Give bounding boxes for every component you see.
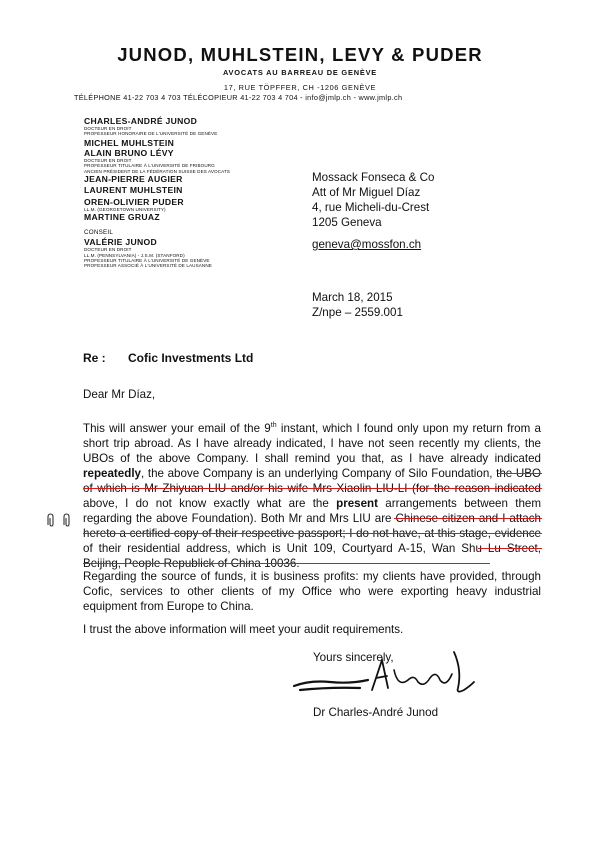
body-text: arrangements between them regarding the above Foundation). Both Mr and Mrs LIU are Chinese citizen and I attach hereto a certified copy of their respective passport; I do not have, at this stage, evidence of their residential address, which is Unit 109, Courtyard A-15, Wan Shu Lu Street, Beijing, People Republick of China 10036. <box>83 496 541 570</box>
red-underline <box>478 548 542 549</box>
subject-line: Cofic Investments Ltd <box>128 351 254 365</box>
red-underline <box>498 473 542 474</box>
body-paragraph-3: I trust the above information will meet your audit requirements. <box>83 623 404 636</box>
firm-contact: TÉLÉPHONE 41-22 703 4 703 TÉLÉCOPIEUR 41-22 703 4 704 - info@jmlp.ch - www.jmlp.ch <box>74 93 403 102</box>
partner-name: MARTINE GRUAZ <box>84 212 160 223</box>
firm-name: JUNOD, MUHLSTEIN, LEVY & PUDER <box>117 44 483 65</box>
red-underline <box>83 488 542 489</box>
firm-subtitle: AVOCATS AU BARREAU DE GENÈVE <box>222 68 378 77</box>
counsel-entry <box>84 237 274 268</box>
red-underline <box>83 563 490 564</box>
partner-name: JEAN-PIERRE AUGIER <box>84 173 183 184</box>
partner-entry <box>84 197 274 212</box>
counsel-label: CONSEIL <box>84 229 114 237</box>
signer-name: Dr Charles-André Junod <box>313 706 439 719</box>
closing: Yours sincerely, <box>313 651 394 664</box>
paperclip-icon <box>42 512 82 528</box>
counsel-name: VALÉRIE JUNOD <box>84 237 157 248</box>
recipient-email-link[interactable]: geneva@mossfon.ch <box>312 238 422 251</box>
body-paragraph-2: Regarding the source of funds, it is business profits: my clients have provided, through Cofic, services to other clients of my Office who were exporting heavy industrial equipment from Europe to China. <box>83 570 541 613</box>
red-underline <box>83 533 542 534</box>
recipient-address <box>312 170 434 230</box>
body-text: instant, which I found only upon my return from a short trip abroad. As I have already indicated, I have not seen recently my clients, the UBOs of the above Company. I shall remind you that, as I have already indicated <box>83 421 541 465</box>
body-text: , the above Company is an underlying Company of Silo Foundation, the UBO of which is Mr Zhiyuan LIU and/or his wife Mrs Xiaolin LIU-LI (for the reason indicated above, I do not know exactly what are the <box>83 466 541 510</box>
partner-entry <box>84 148 274 174</box>
partner-title: PROFESSEUR HONORAIRE DE L'UNIVERSITÉ DE GENÈVE <box>84 131 218 137</box>
recipient-line: 4, rue Micheli-du-Crest <box>312 201 430 214</box>
handwritten-signature <box>290 640 480 710</box>
partner-name: MICHEL MUHLSTEIN <box>84 138 175 149</box>
recipient-line: Mossack Fonseca & Co <box>312 171 435 184</box>
counsel-title: LL.M. (PENNSYLVANIA) - J.S.M. (STANFORD) <box>84 252 185 258</box>
recipient-line: Att of Mr Miguel Díaz <box>312 186 421 199</box>
partner-name: ALAIN BRUNO LÉVY <box>84 148 174 159</box>
emphasis-text: repeatedly <box>83 466 141 480</box>
recipient-line: 1205 Geneva <box>312 216 382 229</box>
red-underline <box>394 518 542 519</box>
counsel-title: PROFESSEUR TITULAIRE À L'UNIVERSITÉ DE GENÈVE <box>84 257 210 263</box>
superscript: th <box>270 422 277 429</box>
partners-list <box>84 116 274 268</box>
partner-name: CHARLES-ANDRÉ JUNOD <box>84 116 198 126</box>
subject-label: Re : <box>83 351 106 365</box>
body-text: This will answer your email of the 9 <box>83 421 271 435</box>
counsel-title: DOCTEUR EN DROIT <box>84 247 132 253</box>
reference-number: Z/npe – 2559.001 <box>312 306 403 319</box>
firm-address: 17, RUE TÖPFFER, CH -1206 GENÈVE <box>223 83 377 92</box>
partner-name: LAURENT MUHLSTEIN <box>84 185 183 196</box>
emphasis-text: present <box>336 496 378 510</box>
body-paragraph-1 <box>83 418 541 571</box>
partner-entry <box>84 116 274 137</box>
partner-title: DOCTEUR EN DROIT <box>84 126 132 131</box>
counsel-title: PROFESSEUR ASSOCIÉ À L'UNIVERSITÉ DE LAUSANNE <box>84 263 212 269</box>
partner-title: LL.M. (GEORGETOWN UNIVERSITY) <box>84 206 166 212</box>
partner-name: OREN-OLIVIER PUDER <box>84 196 184 207</box>
partner-title: DOCTEUR EN DROIT <box>84 158 132 164</box>
letter-date: March 18, 2015 <box>312 291 393 304</box>
salutation: Dear Mr Díaz, <box>83 388 156 401</box>
letter-date-block <box>312 290 403 320</box>
partner-title: ANCIEN PRÉSIDENT DE LA FÉDÉRATION SUISSE DES AVOCATS <box>84 168 231 174</box>
partner-title: PROFESSEUR TITULAIRE À L'UNIVERSITÉ DE FRIBOURG <box>84 163 215 169</box>
